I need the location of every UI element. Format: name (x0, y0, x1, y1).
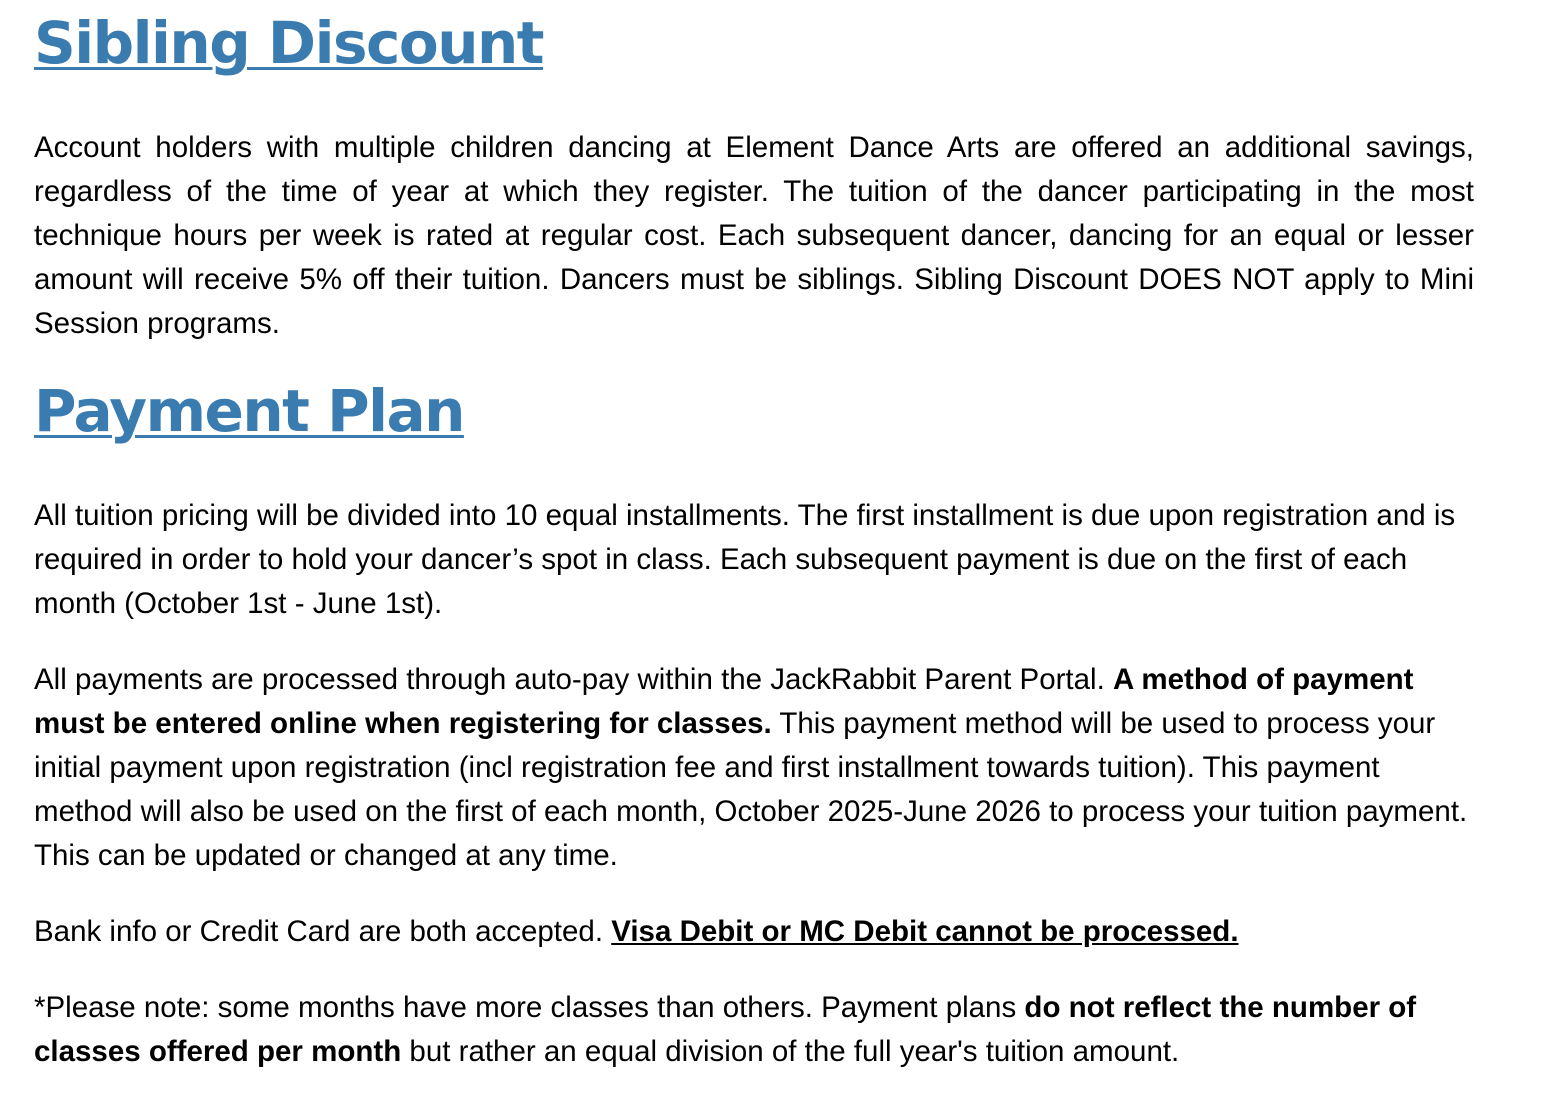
auto-pay-intro: All payments are processed through auto-pay within the JackRabbit Parent Portal. (34, 663, 1113, 696)
note-intro: *Please note: some months have more classes than others. Payment plans (34, 991, 1025, 1024)
accepted-payments-text: Bank info or Credit Card are both accepted. (34, 915, 612, 948)
note-emphasis: do not reflect the number of classes offered per month (34, 991, 1417, 1068)
note-end: but rather an equal division of the full year's tuition amount. (401, 1035, 1180, 1068)
sibling-discount-paragraph: Account holders with multiple children dancing at Element Dance Arts are offered an additional savings, regardless of the time of year at which they register. The tuition of the dancer participating in the most technique hours per week is rated at regular cost. Each subsequent dancer, dancing for an equal or lesser amount will receive 5% off their tuition. Dancers must be siblings. Sibling Discount DOES NOT apply to Mini Session programs. (34, 131, 1474, 340)
note-paragraph (34, 986, 1474, 1074)
installments-paragraph: All tuition pricing will be divided into 10 equal installments. The first installment is due upon registration and is required in order to hold your dancer’s spot in class. Each subsequent payment is due on the first of each month (October 1st - June 1st). (34, 499, 1456, 620)
payment-method-requirement: A method of payment must be entered online when registering for classes. (34, 663, 1414, 740)
auto-pay-details: This payment method will be used to process your initial payment upon registration (incl registration fee and first installment towards tuition). This payment method will also be used on the first of each month, October 2025-June 2026 to process your tuition payment. This can be updated or changed at any time. (34, 707, 1468, 872)
accepted-payments-paragraph (34, 910, 1474, 954)
debit-warning: Visa Debit or MC Debit cannot be processed. (611, 915, 1239, 948)
sibling-discount-heading: Sibling Discount (34, 9, 544, 77)
payment-plan-heading: Payment Plan (34, 377, 464, 445)
auto-pay-paragraph (34, 658, 1474, 878)
